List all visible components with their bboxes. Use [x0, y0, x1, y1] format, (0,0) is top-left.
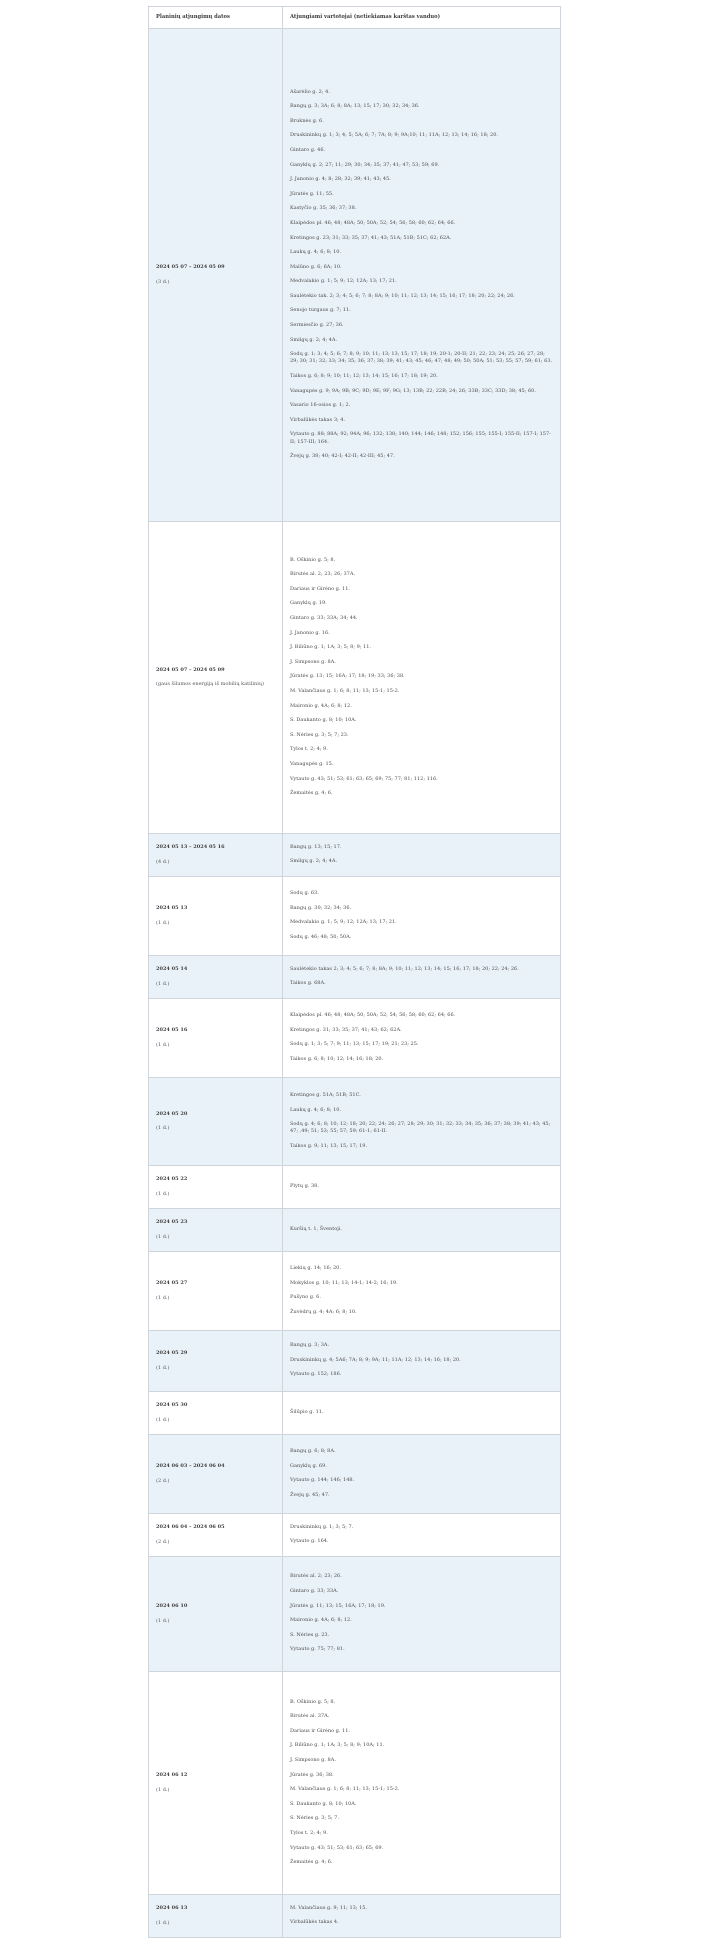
- outage-date: 2024 05 30: [156, 1402, 188, 1409]
- outage-duration: (1 d.): [156, 1416, 170, 1423]
- date-cell: [149, 1895, 283, 1938]
- address-line: S. Nėries g. 3; 5; 7.: [290, 1815, 339, 1822]
- address-line: M. Valančiaus g. 1; 6; 8; 11; 13; 15-1; 15-2.: [290, 1786, 400, 1793]
- address-line: Ganyklų g. 19.: [290, 600, 327, 607]
- addresses-cell: [283, 1392, 561, 1435]
- outage-date: 2024 05 29: [156, 1350, 188, 1357]
- address-line: Šilūpio g. 11.: [290, 1408, 324, 1415]
- outage-date: 2024 06 10: [156, 1603, 188, 1610]
- address-line: Birutės al. 2; 23; 26; 37A.: [290, 571, 356, 578]
- outage-date: 2024 05 27: [156, 1280, 188, 1287]
- date-cell: [149, 956, 283, 999]
- address-line: Ganyklų g. 2; 27; 11; 29; 30; 34; 35; 37; 41; 47; 53; 59; 69.: [290, 161, 440, 168]
- address-line: Medvalakio g. 1; 5; 9; 12; 12A; 13; 17; 21.: [290, 278, 397, 285]
- outage-duration: (gaus šilumos energiją iš mobilių katilinių): [156, 681, 264, 687]
- addresses-cell: [283, 834, 561, 877]
- address-line: Druskininkų g. 1; 3; 5; 7.: [290, 1523, 354, 1530]
- address-line: S. Daukanto g. 8; 10; 10A.: [290, 717, 357, 724]
- outage-duration: (4 d.): [156, 858, 170, 865]
- outage-date: 2024 05 16: [156, 1027, 188, 1034]
- addresses-cell: [283, 877, 561, 956]
- address-line: Vytauto g. 152; 186.: [290, 1371, 342, 1378]
- outage-duration: (1 d.): [156, 1786, 170, 1793]
- address-line: Mokyklos g. 10; 11; 13; 14-1; 14-2; 16; 19.: [290, 1279, 398, 1286]
- outage-duration: (1 d.): [156, 980, 170, 987]
- address-line: Virbalūkės takas 4.: [290, 1919, 339, 1926]
- address-line: Medvalakio g. 1; 5; 9; 12; 12A; 13; 17; 21.: [290, 919, 397, 926]
- table-body: [149, 29, 561, 1938]
- outage-date: 2024 05 13 – 2024 05 16: [156, 844, 225, 851]
- addresses-cell: [283, 1435, 561, 1514]
- address-line: Pušyno g. 6.: [290, 1294, 321, 1301]
- table-row: [149, 1672, 561, 1895]
- outage-duration: (3 d.): [156, 278, 170, 285]
- table-row: [149, 956, 561, 999]
- table-row: [149, 1252, 561, 1331]
- addresses-cell: [283, 1331, 561, 1392]
- address-line: Bangų g. 30; 32; 34; 36.: [290, 904, 352, 911]
- address-line: Bangų g. 6; 8; 8A.: [290, 1448, 336, 1454]
- date-cell: [149, 1672, 283, 1895]
- outage-duration: (1 d.): [156, 1233, 170, 1240]
- address-line: Vytauto g. 144; 146; 148.: [290, 1477, 355, 1484]
- address-line: J. Biliūno g. 1; 1A; 3; 5; 8; 9; 11.: [290, 644, 371, 651]
- address-line: Maironio g. 4A; 6; 8; 12.: [290, 1617, 352, 1624]
- address-line: Birutės al. 2; 23; 26.: [290, 1573, 342, 1580]
- address-line: Plytų g. 38.: [290, 1182, 319, 1189]
- address-line: S. Daukanto g. 8; 10; 10A.: [290, 1800, 357, 1807]
- address-line: Jūratės g. 36; 38.: [290, 1771, 334, 1778]
- date-cell: [149, 999, 283, 1078]
- outage-date: 2024 06 03 – 2024 06 04: [156, 1463, 225, 1470]
- outage-duration: (1 d.): [156, 1919, 170, 1926]
- address-line: Vytauto g. 75; 77; 81.: [290, 1646, 345, 1653]
- header-dates: Planinių atjungimų datos: [149, 7, 283, 29]
- address-line: J. Janonio g. 16.: [290, 629, 330, 636]
- table-row: [149, 1435, 561, 1514]
- outage-date: 2024 06 04 – 2024 06 05: [156, 1524, 225, 1531]
- addresses-cell: [283, 1166, 561, 1209]
- outage-duration: (1 d.): [156, 1364, 170, 1371]
- address-line: J. Simpsono g. 8A.: [290, 658, 336, 665]
- address-line: Smilgų g. 2; 4; 4A.: [290, 858, 338, 865]
- address-line: S. Nėries g. 23.: [290, 1631, 330, 1638]
- address-line: Liekių g. 14; 16; 20.: [290, 1265, 341, 1271]
- address-line: Ganyklų g. 69.: [290, 1462, 327, 1469]
- address-line: M. Valančiaus g. 9; 11; 13; 15.: [290, 1904, 368, 1911]
- table-row: [149, 1331, 561, 1392]
- table-row: [149, 522, 561, 834]
- outage-duration: (2 d.): [156, 1477, 170, 1484]
- table-row: [149, 1078, 561, 1166]
- address-line: Laukų g. 4; 6; 8; 10.: [290, 1106, 342, 1113]
- addresses-cell: [283, 1514, 561, 1557]
- address-line: Malūno g. 6; 6A; 10.: [290, 263, 342, 270]
- address-line: Dariaus ir Girėno g. 11.: [290, 585, 351, 592]
- date-cell: [149, 1166, 283, 1209]
- addresses-cell: [283, 1895, 561, 1938]
- address-line: Sodų g. 1; 3; 4; 5; 6; 7; 8; 9; 10; 11; 13; 13; 15; 17; 18; 19; 20-1; 20-II; 21; 22; 23; 24; 25; 26; 27; 28; 29; 30; 31; 32; 33; 34; 35; 36; 37; 38; 39; 41; 43; 45; 46; 47; 48; 49; 50; 50A; 51; 53; 55; 57; 59; 61; 63.: [290, 351, 553, 365]
- address-line: Jūratės g. 11; 13; 15; 16A; 17; 18; 19.: [290, 1602, 386, 1609]
- outage-date: 2024 05 23: [156, 1219, 188, 1226]
- address-line: Žvejų g. 38; 40; 42-I; 42-II; 42-III; 45; 47.: [290, 453, 395, 460]
- outage-date: 2024 05 07 – 2024 05 09: [156, 666, 225, 673]
- address-line: Vytauto g. 164.: [290, 1538, 329, 1545]
- address-line: Tylos t. 2; 4; 9.: [290, 1829, 328, 1836]
- address-line: Taikos g. 9; 11; 13; 15; 17; 19.: [290, 1142, 368, 1149]
- outage-duration: (1 d.): [156, 1190, 170, 1197]
- outage-duration: (2 d.): [156, 1538, 170, 1545]
- address-line: Sodų g. 46; 48; 50; 50A.: [290, 933, 352, 940]
- address-line: Maironio g. 4A; 6; 8; 12.: [290, 702, 352, 709]
- date-cell: [149, 29, 283, 522]
- outage-duration: (1 d.): [156, 919, 170, 926]
- date-cell: [149, 1435, 283, 1514]
- date-cell: [149, 522, 283, 834]
- outage-date: 2024 05 20: [156, 1110, 188, 1117]
- address-line: Bangų g. 3; 3A; 6; 8; 8A; 13; 15; 17; 30; 32; 34; 36.: [290, 103, 420, 110]
- outage-date: 2024 05 14: [156, 966, 188, 973]
- outage-schedule-table: [148, 6, 561, 1938]
- address-line: Sermiesčio g. 27; 36.: [290, 322, 344, 329]
- address-line: J. Janonio g. 4; 8; 28; 32; 39; 41; 43; 45.: [290, 176, 391, 183]
- address-line: Vytauto g. 43; 51; 53; 61; 63; 65; 69; 75; 77; 81; 112; 116.: [290, 775, 438, 782]
- addresses-cell: [283, 1078, 561, 1166]
- addresses-cell: [283, 1557, 561, 1672]
- address-line: Bangų g. 13; 15; 17.: [290, 843, 342, 850]
- addresses-cell: [283, 29, 561, 522]
- date-cell: [149, 1078, 283, 1166]
- address-line: Vytauto g. 43; 51; 53; 61; 63; 65; 69.: [290, 1844, 384, 1851]
- addresses-cell: [283, 1672, 561, 1895]
- date-cell: [149, 1209, 283, 1252]
- outage-duration: (1 d.): [156, 1294, 170, 1301]
- table-row: [149, 1557, 561, 1672]
- date-cell: [149, 1331, 283, 1392]
- address-line: Sodų g. 63.: [290, 890, 319, 896]
- address-line: Ašarėlio g. 2; 4.: [290, 88, 330, 95]
- address-line: Sodų g. 1; 3; 5; 7; 9; 11; 13; 15; 17; 19; 21; 23; 25.: [290, 1041, 419, 1048]
- address-line: B. Oškinio g. 5; 8.: [290, 556, 336, 563]
- address-line: Žuvėdrų g. 4; 4A; 6; 8; 10.: [290, 1308, 357, 1315]
- table-row: [149, 877, 561, 956]
- address-line: Saulėtekio tak. 2; 3; 4; 5; 6; 7; 8; 8A; 9; 10; 11; 12; 13; 14; 15; 16; 17; 18; 20; 22; 24; 26.: [290, 292, 515, 299]
- address-line: Saulėtekio takas 2; 3; 4; 5; 6; 7; 8; 8A; 9; 10; 11; 12; 13; 14; 15; 16; 17; 18; 20; 22; 24; 26.: [290, 965, 519, 972]
- table-row: [149, 999, 561, 1078]
- date-cell: [149, 877, 283, 956]
- address-line: Senojo turgaus g. 7; 11.: [290, 307, 351, 314]
- address-line: Taikos g. 68A.: [290, 980, 326, 987]
- address-line: Tylos t. 2; 4; 9.: [290, 746, 328, 753]
- outage-duration: (1 d.): [156, 1617, 170, 1624]
- address-line: Klaipėdos pl. 46; 48; 48A; 50; 50A; 52; 54; 56; 58; 60; 62; 64; 66.: [290, 1012, 456, 1018]
- outage-date: 2024 06 12: [156, 1772, 188, 1779]
- outage-date: 2024 06 13: [156, 1905, 188, 1912]
- date-cell: [149, 1392, 283, 1435]
- outage-date: 2024 05 07 – 2024 05 09: [156, 264, 225, 271]
- table-row: [149, 1514, 561, 1557]
- address-line: B. Oškinio g. 5; 8.: [290, 1698, 336, 1705]
- address-line: Kretingos g. 31; 33; 35; 37; 41; 43; 62; 62A.: [290, 1026, 402, 1033]
- address-line: Dariaus ir Girėno g. 11.: [290, 1727, 351, 1734]
- address-line: Smilgų g. 2; 4; 4A.: [290, 336, 338, 343]
- address-line: Klaipėdos pl. 46; 48; 48A; 50; 50A; 52; 54; 56; 58; 60; 62; 64; 66.: [290, 219, 456, 226]
- address-line: Laukų g. 4; 6; 8; 10.: [290, 249, 342, 256]
- address-line: Kretingos g. 51A; 51B; 51C.: [290, 1091, 361, 1098]
- address-line: Bruknės g. 6.: [290, 117, 324, 124]
- address-line: Kretingos g. 23; 31; 33; 35; 37; 41; 43; 51A; 51B; 51C; 62; 62A.: [290, 234, 452, 241]
- address-line: Druskininkų g. 1; 3; 4; 5; 5A; 6; 7; 7A; 8; 9; 9A;10; 11; 11A; 12; 13; 14; 16; 18; 20.: [290, 132, 498, 139]
- address-line: M. Valančiaus g. 1; 6; 8; 11; 13; 15-1; 15-2.: [290, 687, 400, 694]
- address-line: Vanagupės g. 15.: [290, 760, 334, 767]
- addresses-cell: [283, 999, 561, 1078]
- addresses-cell: [283, 522, 561, 834]
- schedule-table-wrapper: [148, 6, 560, 1938]
- address-line: J. Simpsono g. 8A.: [290, 1757, 336, 1763]
- table-row: [149, 1895, 561, 1938]
- address-line: Vytauto g. 88; 88A; 92; 94A; 96; 132; 138; 140; 144; 146; 148; 152; 156; 155; 155-I; 155-II; 157-I; 157-II; 157-III; 164.: [290, 431, 551, 445]
- outage-date: 2024 05 22: [156, 1176, 188, 1183]
- outage-date: 2024 05 13: [156, 905, 188, 912]
- address-line: Jūratės g. 11; 55.: [290, 190, 334, 197]
- table-row: [149, 29, 561, 522]
- date-cell: [149, 834, 283, 877]
- address-line: Žvejų g. 45; 47.: [290, 1491, 330, 1498]
- address-line: Taikos g. 6; 8; 10; 12; 14; 16; 18; 20.: [290, 1055, 384, 1062]
- address-line: Sodų g. 4; 6; 8; 10; 12; 18; 20; 22; 24; 26; 27; 28; 29; 30; 31; 32; 33; 34; 35; 36; 37; 38; 39; 41; 43; 45; 47; ,49; 51; 53; 55; 57; 59; 61-1; 61-II.: [290, 1121, 551, 1135]
- table-row: [149, 1166, 561, 1209]
- date-cell: [149, 1557, 283, 1672]
- address-line: S. Nėries g. 3; 5; 7; 23.: [290, 731, 349, 738]
- table-header-row: [149, 7, 561, 29]
- header-consumers: Atjungiami vartotojai (netiekiamas karštas vanduo): [283, 7, 561, 29]
- address-line: Jūratės g. 13; 15; 16A; 17; 18; 19; 33; 36; 38.: [290, 673, 405, 680]
- table-row: [149, 1392, 561, 1435]
- address-line: Gintaro g. 33; 33A.: [290, 1588, 339, 1594]
- table-row: [149, 1209, 561, 1252]
- address-line: Bangų g. 3; 3A.: [290, 1342, 330, 1349]
- address-line: Žemaitės g. 4; 6.: [290, 1859, 333, 1866]
- addresses-cell: [283, 1252, 561, 1331]
- address-line: Žemaitės g. 4; 6.: [290, 790, 333, 797]
- outage-duration: (1 d.): [156, 1041, 170, 1048]
- address-line: Vasario 16-osios g. 1; 2.: [290, 402, 351, 409]
- address-line: Birutės al. 37A.: [290, 1713, 330, 1720]
- address-line: Druskininkų g. 4; 5A6; 7A; 8; 9; 9A; 11; 11A; 12; 13; 14; 16; 18; 20.: [290, 1356, 461, 1363]
- address-line: Taikos g. 6; 8; 9; 10; 11; 12; 13; 14; 15; 16; 17; 18; 19; 20.: [290, 373, 438, 380]
- table-row: [149, 834, 561, 877]
- date-cell: [149, 1252, 283, 1331]
- date-cell: [149, 1514, 283, 1557]
- address-line: Vanagupės g. 9; 9A; 9B; 9C; 9D; 9E; 9F; 9G; 13; 13B; 22; 22B; 24; 26; 33B; 33C; 33D; 38; 45; 60.: [290, 387, 536, 394]
- address-line: Gintaro g. 33; 33A; 34; 44.: [290, 615, 358, 622]
- outage-duration: (1 d.): [156, 1125, 170, 1131]
- addresses-cell: [283, 1209, 561, 1252]
- address-line: J. Biliūno g. 1; 1A; 3; 5; 8; 9; 10A; 11.: [290, 1742, 385, 1749]
- address-line: Kuršių t. 1, Šventoji.: [290, 1225, 342, 1232]
- address-line: Virbalūkės takas 3; 4.: [290, 416, 346, 423]
- addresses-cell: [283, 956, 561, 999]
- address-line: Kastyčio g. 35; 36; 37; 38.: [290, 205, 357, 212]
- address-line: Gintaro g. 46.: [290, 146, 326, 153]
